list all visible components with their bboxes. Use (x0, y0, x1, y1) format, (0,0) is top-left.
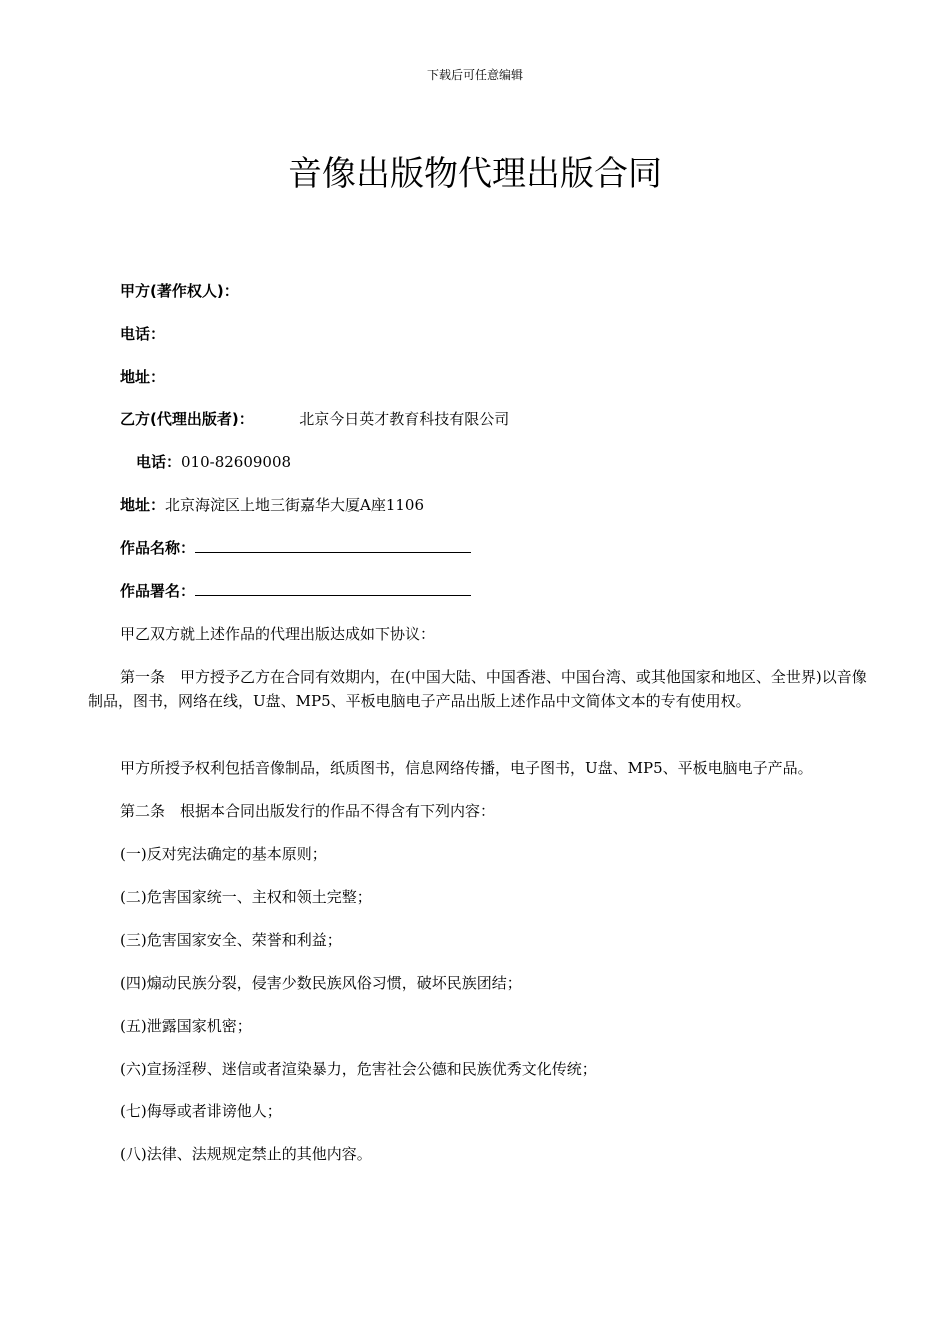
party-b-phone-value: 010-82609008 (181, 453, 292, 471)
party-a-label: 甲方(著作权人)： (120, 282, 239, 300)
party-b-phone-row (136, 452, 291, 472)
work-name-row (120, 538, 471, 558)
prohibited-item: (三)危害国家安全、荣誉和利益； (120, 931, 342, 949)
party-a-address-label: 地址： (120, 368, 166, 386)
intro-paragraph: 甲乙双方就上述作品的代理出版达成如下协议： (120, 625, 436, 643)
prohibited-item: (一)反对宪法确定的基本原则； (120, 845, 327, 863)
rights-scope-paragraph: 甲方所授予权利包括音像制品，纸质图书，信息网络传播，电子图书，U盘、MP5、平板电脑电子产品。 (120, 759, 813, 777)
work-name-label: 作品名称： (120, 539, 196, 557)
work-signature-blank (195, 581, 471, 596)
article-1-paragraph: 第一条 甲方授予乙方在合同有效期内，在(中国大陆、中国香港、中国台湾、或其他国家和地区、全世界)以音像制品，图书，网络在线，U盘、MP5、平板电脑电子产品出版上述作品中文简体文本的专有使用权。 (88, 668, 867, 710)
work-name-blank (195, 538, 471, 553)
header-note: 下载后可任意编辑 (426, 68, 523, 82)
prohibited-item: (四)煽动民族分裂，侵害少数民族风俗习惯，破坏民族团结； (120, 974, 522, 992)
party-b-row (120, 409, 509, 429)
prohibited-item: (六)宣扬淫秽、迷信或者渲染暴力，危害社会公德和民族优秀文化传统； (120, 1060, 597, 1078)
party-b-address-value: 北京海淀区上地三街嘉华大厦A座1106 (165, 496, 425, 514)
prohibited-item: (七)侮辱或者诽谤他人； (120, 1102, 282, 1120)
work-signature-row (120, 581, 471, 601)
party-a-phone-label: 电话： (120, 325, 166, 343)
party-b-phone-label: 电话： (136, 453, 182, 471)
prohibited-item: (五)泄露国家机密； (120, 1017, 252, 1035)
article-2-paragraph: 第二条 根据本合同出版发行的作品不得含有下列内容： (120, 802, 496, 820)
work-signature-label: 作品署名： (120, 582, 196, 600)
party-b-label: 乙方(代理出版者)： (120, 410, 254, 428)
party-b-address-label: 地址： (120, 496, 166, 514)
document-title: 音像出版物代理出版合同 (288, 154, 662, 194)
prohibited-item: (二)危害国家统一、主权和领土完整； (120, 888, 372, 906)
prohibited-item: (八)法律、法规规定禁止的其他内容。 (120, 1145, 372, 1163)
party-b-name: 北京今日英才教育科技有限公司 (299, 410, 510, 428)
party-b-address-row (120, 495, 424, 515)
